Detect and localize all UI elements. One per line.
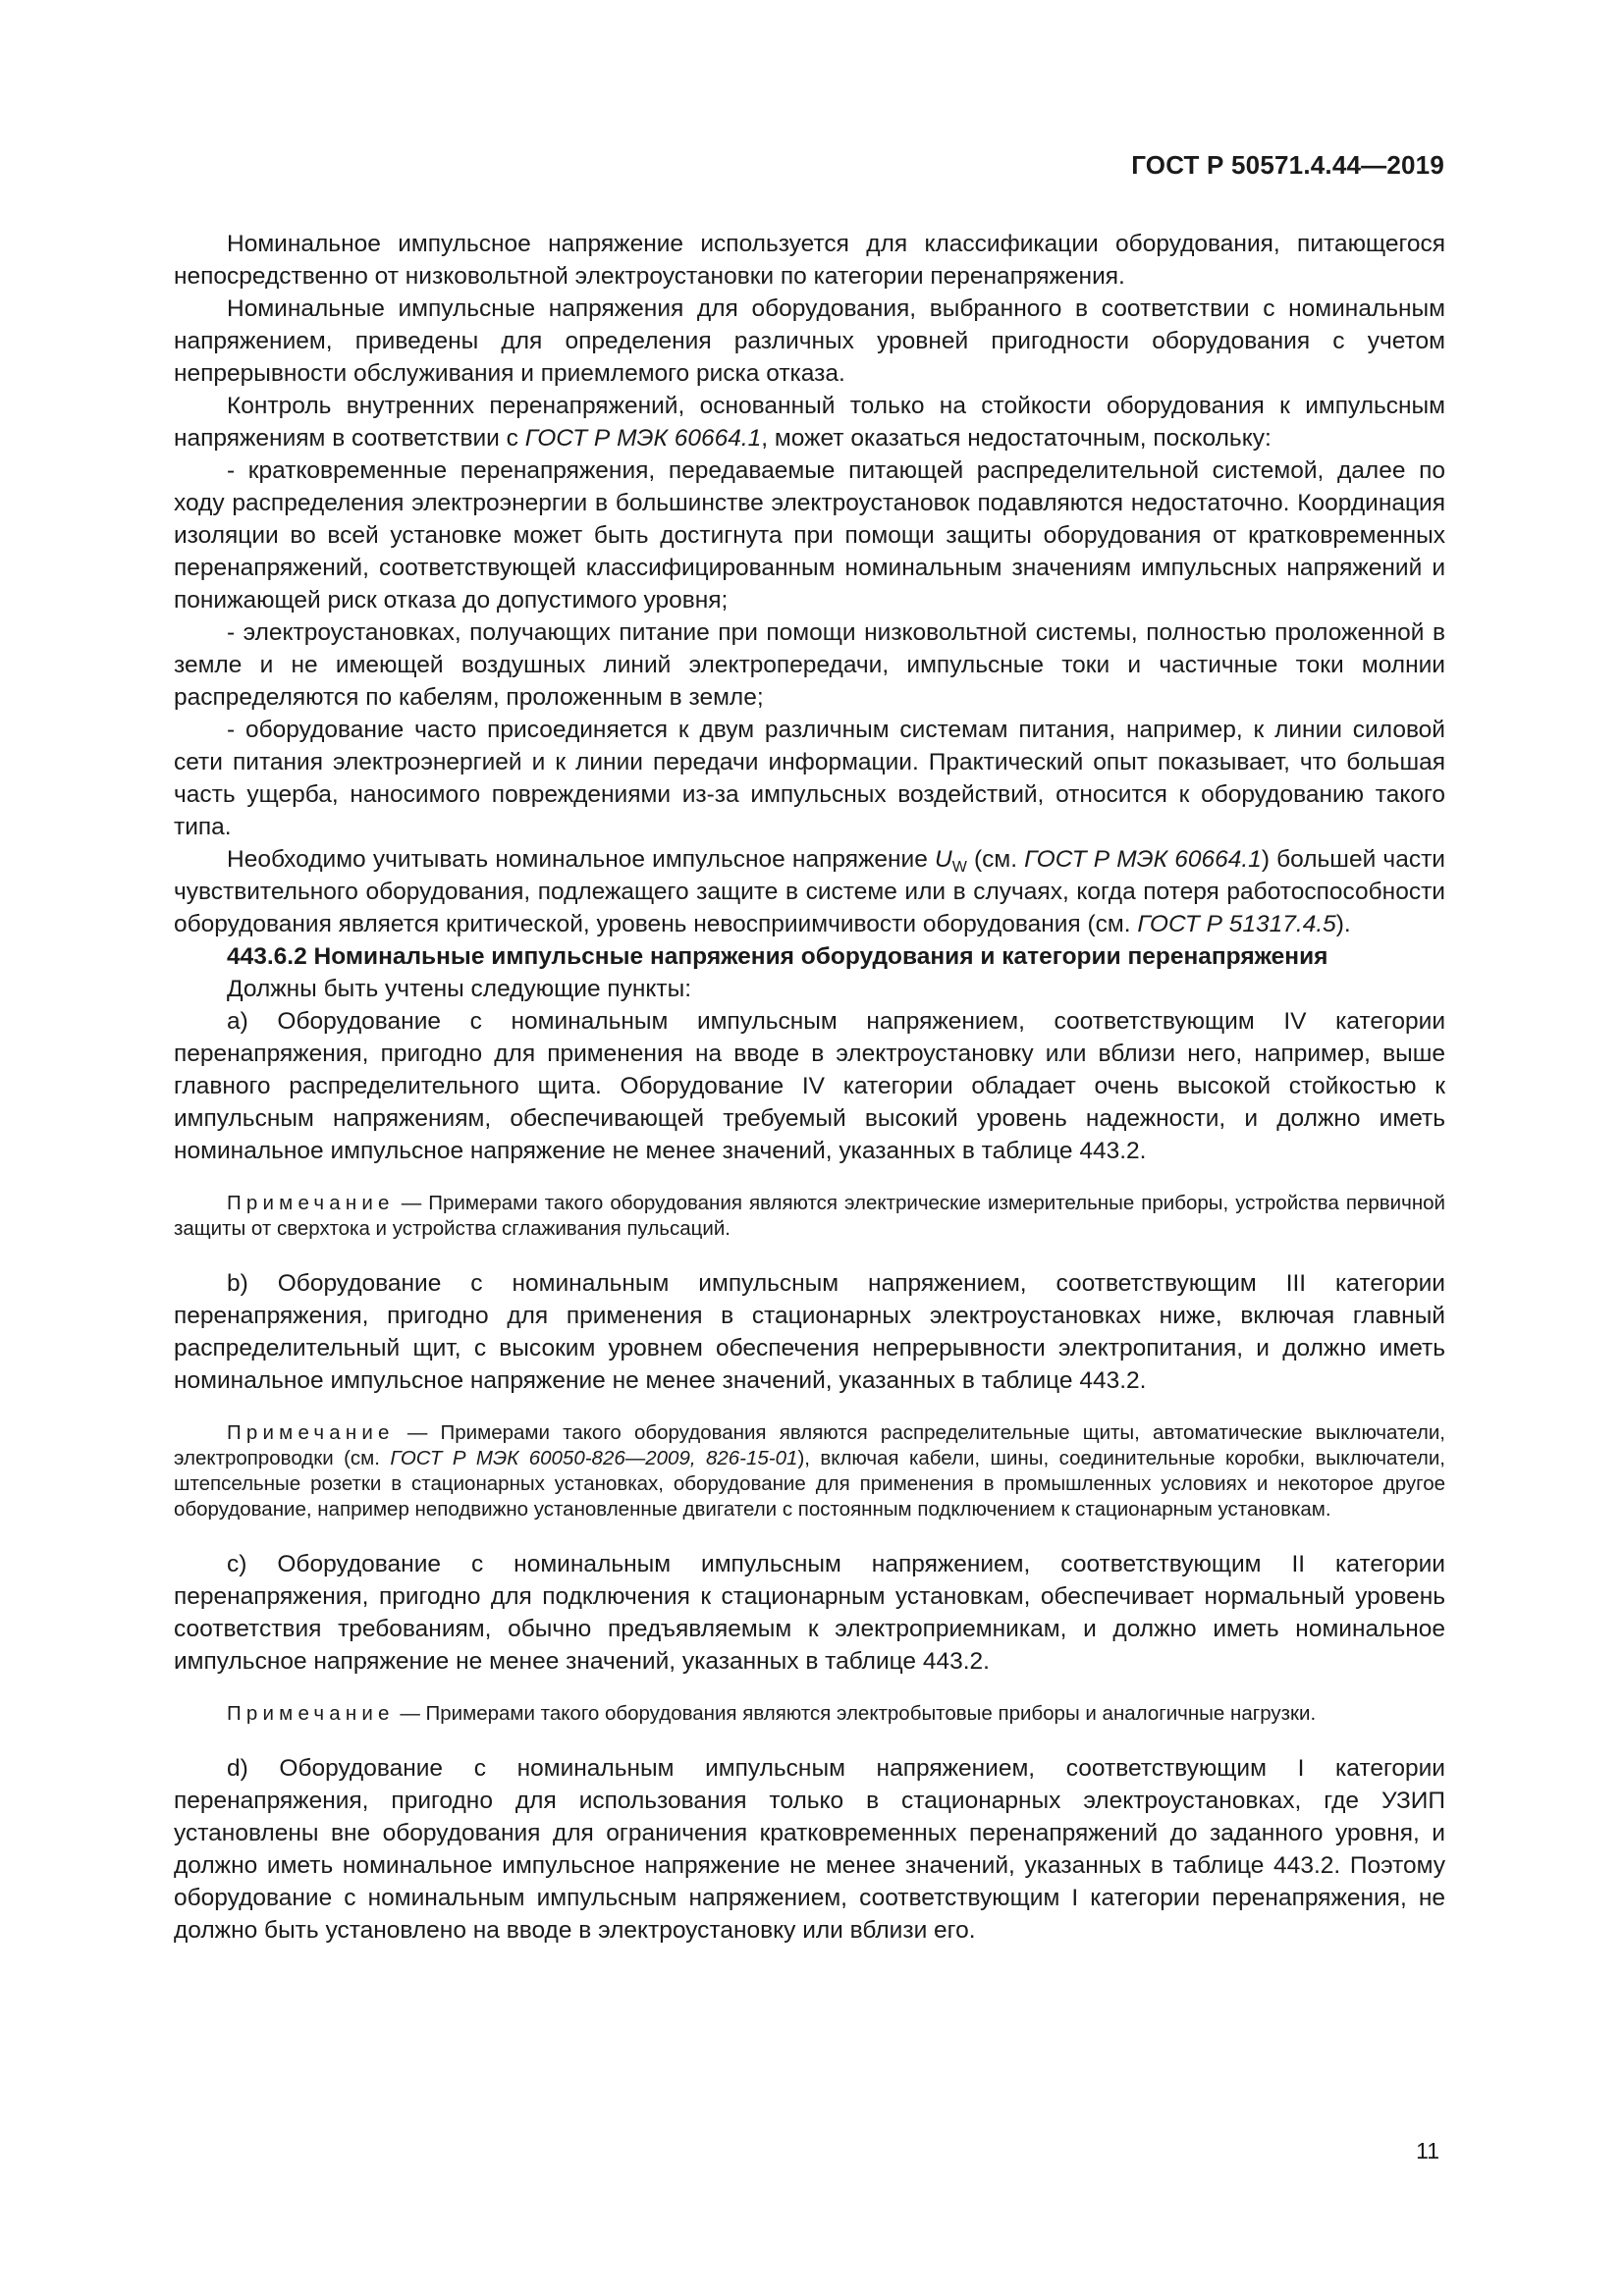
- note-text: — Примерами такого оборудования являются электробытовые приборы и аналогичные нагрузки.: [394, 1702, 1317, 1725]
- page-number: 11: [1416, 2138, 1439, 2163]
- list-item-c: c) Оборудование с номинальным импульсным напряжением, соответствующим II категории перенапряжения, пригодно для подключения к стационарным установкам, обеспечивает нормальный уровень соответствия требованиям, обычно предъявляемым к электроприемникам, и должно иметь номинальное импульсное напряжение не менее значений, указанных в таблице 443.2.: [174, 1551, 1445, 1675]
- note-label: Примечание: [227, 1192, 395, 1214]
- note-text: — Примерами такого оборудования являются распределительные щиты, автоматические выключатели, электропроводки (см.: [174, 1421, 1445, 1469]
- paragraph-rated-impulse-voltage: Номинальное импульсное напряжение используется для классификации оборудования, питающегося непосредственно от низковольтной электроустановки по категории перенапряжения.: [174, 231, 1445, 290]
- note-a: [174, 1191, 1445, 1242]
- text-run: (см.: [966, 846, 1025, 873]
- symbol-u: U: [934, 846, 952, 873]
- bullet-underground-supply: - электроустановках, получающих питание при помощи низковольтной системы, полностью проложенной в земле и не имеющей воздушных линий электропередачи, импульсные токи и частичные токи молнии распределяются по кабелям, проложенным в земле;: [174, 619, 1445, 711]
- text-run: Контроль внутренних перенапряжений, основанный только на стойкости оборудования к импульсным напряжениям в соответствии с: [174, 393, 1445, 452]
- text-run: Необходимо учитывать номинальное импульсное напряжение: [227, 846, 935, 873]
- list-item-b: b) Оборудование с номинальным импульсным напряжением, соответствующим III категории перенапряжения, пригодно для применения в стационарных электроустановках ниже, включая главный распределительный щит, с высоким уровнем обеспечения непрерывности электропитания, и должно иметь номинальное импульсное напряжение не менее значений, указанных в таблице 443.2.: [174, 1270, 1445, 1394]
- standard-reference: ГОСТ Р МЭК 60664.1: [524, 425, 762, 452]
- paragraph-rated-impulse-voltages: Номинальные импульсные напряжения для оборудования, выбранного в соответствии с номинальным напряжением, приведены для определения различных уровней пригодности оборудования с учетом непрерывности обслуживания и приемлемого риска отказа.: [174, 295, 1445, 387]
- text-run: , может оказаться недостаточным, поскольку:: [761, 425, 1272, 452]
- note-text: ), включая кабели, шины, соединительные коробки, выключатели, штепсельные розетки в стационарных установках, оборудование для применения в промышленных условиях и некоторое другое оборудование, например неподвижно установленные двигатели с постоянным подключением к стационарным установкам.: [174, 1447, 1445, 1521]
- note-text: — Примерами такого оборудования являются электрические измерительные приборы, устройства первичной защиты от сверхтока и устройства сглаживания пульсаций.: [174, 1192, 1445, 1240]
- list-item-a: a) Оборудование с номинальным импульсным напряжением, соответствующим IV категории перенапряжения, пригодно для применения на вводе в электроустановку или вблизи него, например, выше главного распределительного щита. Оборудование IV категории обладает очень высокой стойкостью к импульсным напряжениям, обеспечивающей требуемый высокий уровень надежности, и должно иметь номинальное импульсное напряжение не менее значений, указанных в таблице 443.2.: [174, 1008, 1445, 1164]
- section-heading: 443.6.2 Номинальные импульсные напряжения оборудования и категории перенапряжения: [227, 943, 1328, 970]
- document-designation: ГОСТ Р 50571.4.44—2019: [1131, 150, 1444, 180]
- section-intro: Должны быть учтены следующие пункты:: [227, 976, 692, 1002]
- list-item-d: d) Оборудование с номинальным импульсным напряжением, соответствующим I категории перенапряжения, пригодно для использования только в стационарных электроустановках, где УЗИП установлены вне оборудования для ограничения кратковременных перенапряжений до заданного уровня, и должно иметь номинальное импульсное напряжение не менее значений, указанных в таблице 443.2. Поэтому оборудование с номинальным импульсным напряжением, соответствующим I категории перенапряжения, не должно быть установлено на вводе в электроустановку или вблизи его.: [174, 1755, 1445, 1944]
- bullet-dual-supply: - оборудование часто присоединяется к двум различным системам питания, например, к линии силовой сети питания электроэнергией и к линии передачи информации. Практический опыт показывает, что большая часть ущерба, наносимого повреждениями из-за импульсных воздействий, относится к оборудованию такого типа.: [174, 717, 1445, 840]
- document-body: [174, 228, 1445, 1947]
- text-run: ) большей части чувствительного оборудования, подлежащего защите в системе или в случаях, когда потеря работоспособности оборудования является критической, уровень невосприимчивости оборудования (см.: [174, 846, 1445, 937]
- note-label: Примечание: [227, 1421, 395, 1444]
- standard-reference: ГОСТ Р 51317.4.5: [1137, 911, 1336, 937]
- bullet-transient-overvoltages: - кратковременные перенапряжения, передаваемые питающей распределительной системой, далее по ходу распределения электроэнергии в большинстве электроустановок подавляются недостаточно. Координация изоляции во всей установке может быть достигнута при помощи защиты оборудования от кратковременных перенапряжений, соответствующей классифицированным номинальным значениям импульсных напряжений и понижающей риск отказа до допустимого уровня;: [174, 457, 1445, 614]
- note-c: [174, 1701, 1445, 1727]
- paragraph-overvoltage-control: [174, 390, 1445, 454]
- symbol-subscript: W: [951, 859, 967, 876]
- note-label: Примечание: [227, 1702, 395, 1725]
- paragraph-uw-consideration: [174, 843, 1445, 940]
- standard-reference: ГОСТ Р МЭК 60050-826—2009, 826-15-01: [390, 1447, 798, 1469]
- standard-reference: ГОСТ Р МЭК 60664.1: [1024, 846, 1262, 873]
- note-b: [174, 1420, 1445, 1522]
- text-run: ).: [1335, 911, 1351, 937]
